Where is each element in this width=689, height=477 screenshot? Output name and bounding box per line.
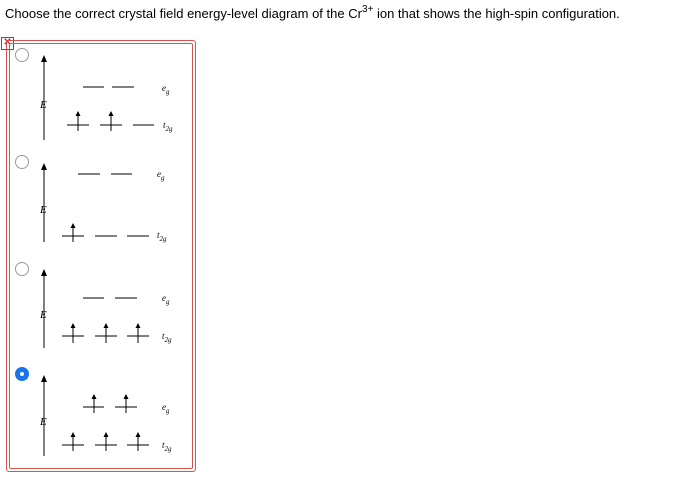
- energy-axis-label-text: E: [40, 416, 47, 428]
- eg-label: $e_g$: [162, 293, 170, 306]
- energy-axis-label-text: E: [40, 309, 47, 321]
- eg-label: $e_g$: [157, 169, 165, 182]
- t2g-label: $t_{2g}$: [162, 331, 172, 344]
- option-4-diagram[interactable]: [0, 0, 200, 477]
- energy-axis-arrowhead: [41, 375, 47, 382]
- t2g-label: $t_{2g}$: [162, 440, 172, 453]
- t2g-label: $t_{2g}$: [157, 230, 167, 243]
- energy-axis-label-text: E: [40, 99, 47, 111]
- charge-superscript: 3+: [361, 4, 374, 15]
- energy-axis-label-text: E: [40, 204, 47, 216]
- t2g-label: $t_{2g}$: [163, 120, 173, 133]
- question-prefix: Choose the correct crystal field energy-level diagram of the Cr: [5, 6, 362, 21]
- error-x-icon: ✕: [1, 37, 14, 50]
- eg-label: $e_g$: [162, 83, 170, 96]
- eg-label: $e_g$: [162, 402, 170, 415]
- question-suffix: ion that shows the high-spin configuration.: [373, 6, 620, 21]
